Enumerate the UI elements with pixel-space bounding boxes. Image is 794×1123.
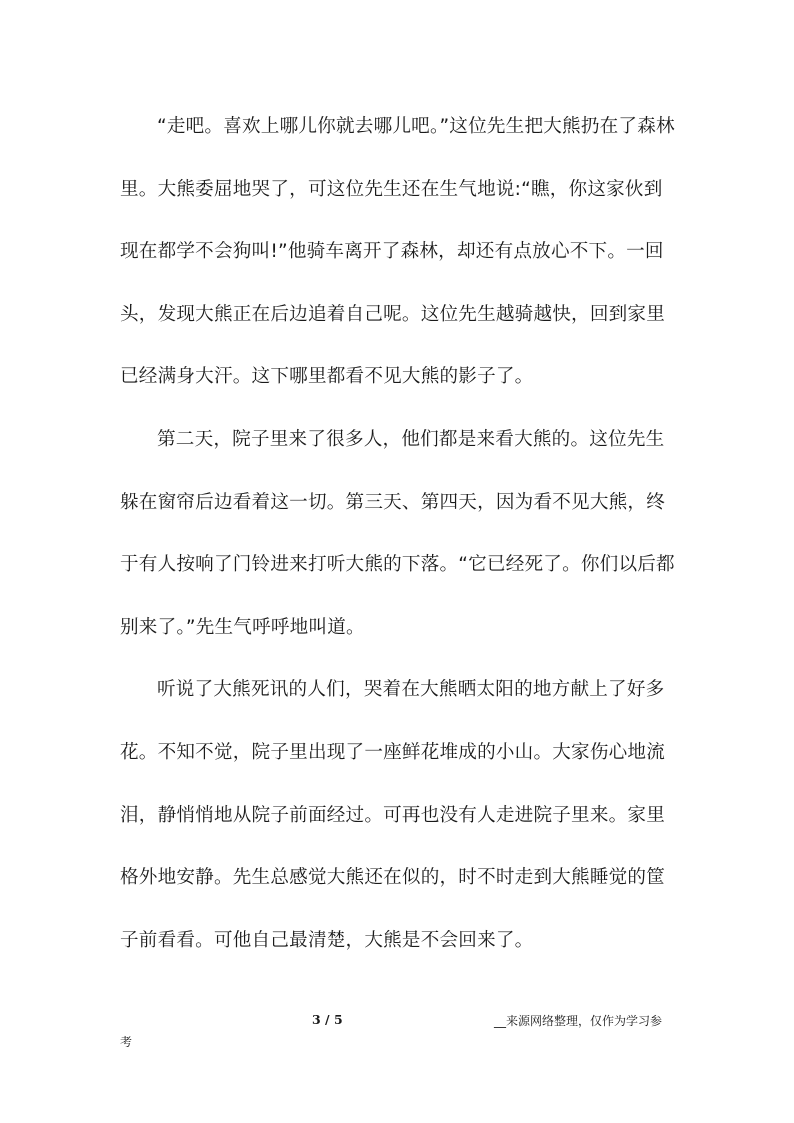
- text-line: 躲在窗帘后边看着这一切。第三天、第四天，因为看不见大熊，终: [120, 491, 666, 513]
- text-line: 头，发现大熊正在后边追着自己呢。这位先生越骑越快，回到家里: [120, 303, 666, 325]
- text-line: 已经满身大汗。这下哪里都看不见大熊的影子了。: [120, 366, 534, 388]
- text-line: 里。大熊委屈地哭了，可这位先生还在生气地说:“瞧，你这家伙到: [120, 178, 663, 200]
- text-line: 别来了。”先生气呼呼地叫道。: [120, 616, 365, 638]
- source-note-tail: 考: [120, 1035, 133, 1049]
- text-line: 听说了大熊死讯的人们，哭着在大熊晒太阳的地方献上了好多: [157, 679, 665, 701]
- text-line: 花。不知不觉，院子里出现了一座鲜花堆成的小山。大家伤心地流: [120, 741, 666, 763]
- text-line: 现在都学不会狗叫!”他骑车离开了森林，却还有点放心不下。一回: [120, 241, 664, 263]
- text-line: “走吧。喜欢上哪儿你就去哪儿吧。”这位先生把大熊扔在了森林: [157, 116, 675, 137]
- source-note: __来源网络整理，仅作为学习参: [494, 1014, 663, 1028]
- page-number: 3 / 5: [312, 1012, 343, 1027]
- text-line: 于有人按响了门铃进来打听大熊的下落。“它已经死了。你们以后都: [120, 554, 675, 576]
- text-line: 子前看看。可他自己最清楚，大熊是不会回来了。: [120, 929, 534, 951]
- text-line: 第二天，院子里来了很多人，他们都是来看大熊的。这位先生: [157, 428, 665, 450]
- body-text: [120, 104, 675, 980]
- text-line: 格外地安静。先生总感觉大熊还在似的，时不时走到大熊睡觉的筐: [120, 867, 666, 889]
- text-line: 泪，静悄悄地从院子前面经过。可再也没有人走进院子里来。家里: [120, 804, 666, 826]
